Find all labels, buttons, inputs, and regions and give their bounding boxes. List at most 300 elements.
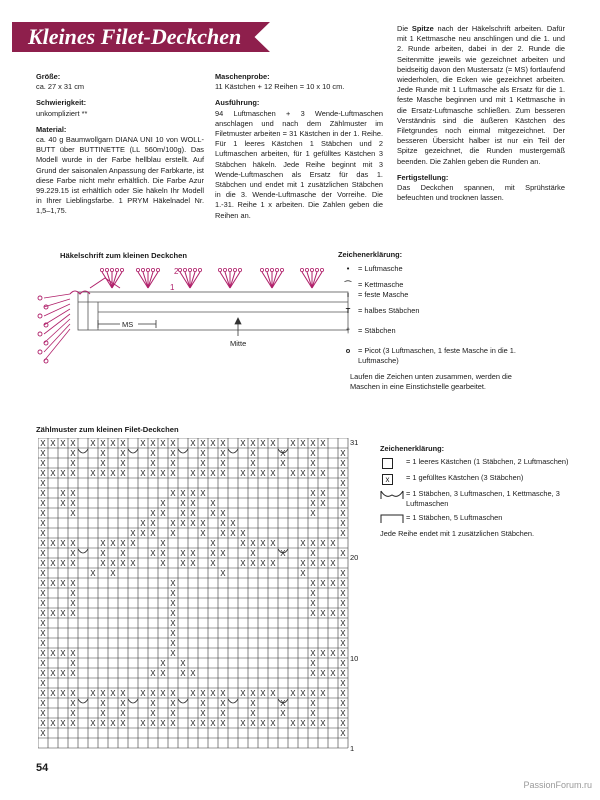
picot-mark xyxy=(156,268,159,271)
filled-cell: X xyxy=(200,469,206,478)
side-picot xyxy=(44,359,48,363)
filled-cell: X xyxy=(310,509,316,518)
filled-cell: X xyxy=(40,509,46,518)
picot-mark xyxy=(105,268,108,271)
size-label: Größe: xyxy=(36,72,61,81)
filled-cell: X xyxy=(220,719,226,728)
filled-cell: X xyxy=(50,439,56,448)
filled-cell: X xyxy=(140,519,146,528)
filled-cell: X xyxy=(40,709,46,718)
filled-cell: X xyxy=(50,539,56,548)
instructions-text: 94 Luftmaschen + 3 Wende-Luftmaschen anschlagen und nach dem Zählmuster im Filetmuster arbeiten = 31 Kästchen in der 1. Reihe. Für 1 leeres Kästchen 1 Stäbchen und 2 Luftmaschen arbeiten, für 1 gefülltes Kästchen 3 Stäbchen häkeln. Jede Reihe beginnt mit 3 Wende-Luftmaschen als Ersatz für das 1. Stäbchen und endet mit 1 zusätzlichen Stäbchen in die 3. Wende-Luftmasche der Vorreihe. Die 1.-31. Reihe 1 x arbeiten. Die Zahlen geben die Reihen an. xyxy=(215,108,383,220)
filled-cell: X xyxy=(330,609,336,618)
filled-cell: X xyxy=(160,719,166,728)
filled-cell: X xyxy=(70,459,76,468)
filled-cell: X xyxy=(220,549,226,558)
filled-cell: X xyxy=(70,669,76,678)
filled-cell: X xyxy=(170,439,176,448)
gauge-value: 11 Kästchen + 12 Reihen = 10 x 10 cm. xyxy=(215,82,345,92)
lacet-arc xyxy=(78,549,88,553)
filled-cell: X xyxy=(220,449,226,458)
filled-cell: X xyxy=(310,469,316,478)
filled-cell: X xyxy=(140,469,146,478)
filled-cell: X xyxy=(150,449,156,458)
page-title: Kleines Filet-Deckchen xyxy=(28,24,242,49)
filled-cell: X xyxy=(340,599,346,608)
filled-cell: X xyxy=(270,719,276,728)
filled-cell: X xyxy=(310,689,316,698)
picot-mark xyxy=(188,268,191,271)
filled-cell: X xyxy=(160,559,166,568)
legend2-row: x = 1 gefülltes Kästchen (3 Stäbchen) xyxy=(380,473,580,485)
center-label: Mitte xyxy=(230,339,247,348)
filled-cell: X xyxy=(170,639,176,648)
filled-cell: X xyxy=(200,449,206,458)
fan-stitch xyxy=(185,272,190,288)
filled-cell: X xyxy=(320,669,326,678)
picot-mark xyxy=(178,268,181,271)
filled-cell: X xyxy=(150,529,156,538)
filled-cell: X xyxy=(40,589,46,598)
filled-cell: X xyxy=(320,579,326,588)
filled-cell: X xyxy=(340,619,346,628)
picot-mark xyxy=(146,268,149,271)
filled-cell: X xyxy=(70,439,76,448)
legend2-note: Jede Reihe endet mit 1 zusätzlichen Stäbchen. xyxy=(380,529,535,538)
filled-cell: X xyxy=(240,559,246,568)
legend-row: o = Picot (3 Luftmaschen, 1 feste Masche in die 1. Luftmasche) xyxy=(338,346,538,366)
filled-cell: X xyxy=(50,559,56,568)
empty-square-icon xyxy=(382,458,393,469)
filled-cell: X xyxy=(190,469,196,478)
filled-cell: X xyxy=(340,649,346,658)
filled-cell: X xyxy=(50,669,56,678)
filled-cell: X xyxy=(110,569,116,578)
filled-cell: X xyxy=(320,539,326,548)
filled-cell: X xyxy=(110,539,116,548)
filled-cell: X xyxy=(340,699,346,708)
filled-cell: X xyxy=(300,719,306,728)
filled-cell: X xyxy=(340,589,346,598)
filled-cell: X xyxy=(180,489,186,498)
lacet-icon xyxy=(380,489,404,501)
round-2-label: 2 xyxy=(174,267,179,276)
filled-cell: X xyxy=(310,499,316,508)
picot-mark xyxy=(310,268,313,271)
filled-cell: X xyxy=(190,519,196,528)
page-number: 54 xyxy=(36,762,49,774)
legend2-row: = 1 Stäbchen, 3 Luftmaschen, 1 Kettmasche, 3 Luftmaschen xyxy=(380,489,580,509)
fan-stitch xyxy=(230,272,240,288)
filled-cell: X xyxy=(100,559,106,568)
filled-cell: X xyxy=(40,689,46,698)
filled-cell: X xyxy=(340,449,346,458)
filled-cell: X xyxy=(40,529,46,538)
filled-cell: X xyxy=(40,479,46,488)
filled-cell: X xyxy=(60,539,66,548)
filled-cell: X xyxy=(170,449,176,458)
filled-cell: X xyxy=(40,619,46,628)
crochet-chart xyxy=(30,258,350,388)
edging-pre: Die xyxy=(397,24,412,33)
filled-cell: X xyxy=(40,519,46,528)
filled-cell: X xyxy=(340,659,346,668)
filled-cell: X xyxy=(60,649,66,658)
picot-mark xyxy=(115,268,118,271)
filled-cell: X xyxy=(160,509,166,518)
filled-cell: X xyxy=(140,719,146,728)
filled-cell: X xyxy=(70,589,76,598)
filled-cell: X xyxy=(210,559,216,568)
filled-cell: X xyxy=(170,609,176,618)
filled-cell: X xyxy=(40,469,46,478)
filled-cell: X xyxy=(220,519,226,528)
filled-cell: X xyxy=(150,469,156,478)
size-value: ca. 27 x 31 cm xyxy=(36,82,85,92)
side-stitch xyxy=(44,294,70,298)
picot-mark xyxy=(151,268,154,271)
filled-cell: X xyxy=(240,719,246,728)
filled-cell: X xyxy=(40,499,46,508)
filled-cell: X xyxy=(40,579,46,588)
filled-cell: X xyxy=(300,439,306,448)
filled-cell: X xyxy=(160,669,166,678)
filled-cell: X xyxy=(210,499,216,508)
legend-row: † = Stäbchen xyxy=(338,326,538,336)
instructions-label: Ausführung: xyxy=(215,98,260,108)
fan-stitch xyxy=(138,272,148,288)
picot-mark xyxy=(183,268,186,271)
picot-mark xyxy=(280,268,283,271)
filled-cell: X xyxy=(190,559,196,568)
filled-cell: X xyxy=(150,719,156,728)
filled-cell: X xyxy=(70,689,76,698)
fan-stitch xyxy=(272,272,277,288)
side-stitch xyxy=(44,324,70,352)
row-label-1: 1 xyxy=(350,744,355,753)
filled-cell: X xyxy=(150,519,156,528)
filled-cell: X xyxy=(110,719,116,728)
filled-cell: X xyxy=(40,639,46,648)
legend-note: Laufen die Zeichen unten zusammen, werden die Maschen in eine Einstichstelle gearbeitet. xyxy=(350,372,512,391)
fan-stitch xyxy=(307,272,312,288)
filled-cell: X xyxy=(250,549,256,558)
filled-cell: X xyxy=(250,689,256,698)
filled-cell: X xyxy=(310,719,316,728)
filled-cell: X xyxy=(60,489,66,498)
filled-cell: X xyxy=(210,539,216,548)
filled-cell: X xyxy=(200,519,206,528)
filled-cell: X xyxy=(260,439,266,448)
difficulty-value: unkompliziert ** xyxy=(36,108,88,118)
filled-cell: X xyxy=(230,529,236,538)
filled-cell: X xyxy=(50,579,56,588)
lacet-arc xyxy=(78,449,88,453)
picot-mark xyxy=(141,268,144,271)
filled-cell: X xyxy=(190,549,196,558)
filled-cell: X xyxy=(100,689,106,698)
filled-cell: X xyxy=(170,469,176,478)
filled-cell: X xyxy=(50,469,56,478)
filled-cell: X xyxy=(160,499,166,508)
filled-cell: X xyxy=(210,719,216,728)
legend-title: Zeichenerklärung: xyxy=(338,250,403,259)
row-label-20: 20 xyxy=(350,553,359,562)
filled-cell: X xyxy=(220,699,226,708)
filled-cell: X xyxy=(270,469,276,478)
watermark: PassionForum.ru xyxy=(523,780,592,790)
filled-cell: X xyxy=(170,529,176,538)
row-label-31: 31 xyxy=(350,438,359,447)
lacet-arc xyxy=(228,449,238,453)
filled-cell: X xyxy=(190,499,196,508)
filled-cell: X xyxy=(320,489,326,498)
filled-cell: X xyxy=(60,499,66,508)
filled-cell: X xyxy=(340,519,346,528)
filled-cell: X xyxy=(120,439,126,448)
side-picot xyxy=(38,296,42,300)
legend-row: ⌒ = Kettmasche xyxy=(338,280,538,290)
filled-cell: X xyxy=(100,719,106,728)
filled-cell: X xyxy=(320,439,326,448)
picot-mark xyxy=(198,268,201,271)
filled-cell: X xyxy=(280,449,286,458)
filled-cell: X xyxy=(310,609,316,618)
fan-stitch xyxy=(148,272,153,288)
filled-cell: X xyxy=(120,699,126,708)
legend-row: • = Luftmasche xyxy=(338,264,538,274)
filled-cell: X xyxy=(100,459,106,468)
filled-cell: X xyxy=(210,689,216,698)
picot-mark xyxy=(275,268,278,271)
fan-stitch xyxy=(190,272,195,288)
filled-cell: X xyxy=(120,689,126,698)
lacet-arc xyxy=(178,699,188,703)
filet-chart-title: Zählmuster zum kleinen Filet-Deckchen xyxy=(36,425,179,434)
filled-cell: X xyxy=(250,699,256,708)
side-stitch xyxy=(44,329,70,361)
filled-cell: X xyxy=(340,569,346,578)
filled-cell: X xyxy=(160,469,166,478)
filled-cell: X xyxy=(310,489,316,498)
picot-mark xyxy=(270,268,273,271)
side-picot xyxy=(38,314,42,318)
filled-cell: X xyxy=(180,499,186,508)
filled-cell: X xyxy=(250,469,256,478)
filled-cell: X xyxy=(200,529,206,538)
side-picot xyxy=(38,332,42,336)
fan-stitch xyxy=(230,272,235,288)
difficulty-label: Schwierigkeit: xyxy=(36,98,87,108)
fan-stitch xyxy=(190,272,200,288)
filled-cell: X xyxy=(180,509,186,518)
picot-mark xyxy=(233,268,236,271)
picot-mark xyxy=(238,268,241,271)
filled-cell: X xyxy=(340,609,346,618)
lacet-arc xyxy=(178,449,188,453)
fan-stitch xyxy=(272,272,282,288)
filled-cell: X xyxy=(40,699,46,708)
filled-cell: X xyxy=(100,549,106,558)
filled-cell: X xyxy=(240,469,246,478)
filled-cell: X xyxy=(250,459,256,468)
filled-cell: X xyxy=(300,469,306,478)
filled-cell: X xyxy=(150,699,156,708)
filled-cell: X xyxy=(70,649,76,658)
filled-cell: X xyxy=(340,669,346,678)
filled-cell: X xyxy=(270,539,276,548)
lacet-arc xyxy=(128,699,138,703)
filled-cell: X xyxy=(180,669,186,678)
filled-cell: X xyxy=(250,719,256,728)
filled-cell: X xyxy=(40,489,46,498)
filled-cell: X xyxy=(40,629,46,638)
filled-cell: X xyxy=(70,699,76,708)
filled-cell: X xyxy=(110,439,116,448)
fan-stitch xyxy=(312,272,322,288)
filled-cell: X xyxy=(100,699,106,708)
filled-cell: X xyxy=(270,439,276,448)
filled-cell: X xyxy=(280,699,286,708)
fan-stitch xyxy=(102,272,112,288)
fan-stitch xyxy=(220,272,230,288)
filled-cell: X xyxy=(210,509,216,518)
filled-cell: X xyxy=(320,499,326,508)
filled-cell: X xyxy=(60,689,66,698)
filled-cell: X xyxy=(260,559,266,568)
filled-cell: X xyxy=(40,539,46,548)
filled-cell: X xyxy=(200,719,206,728)
filled-cell: X xyxy=(120,709,126,718)
filled-cell: X xyxy=(340,489,346,498)
filled-cell: X xyxy=(310,709,316,718)
filled-cell: X xyxy=(170,619,176,628)
filled-cell: X xyxy=(50,649,56,658)
picot-mark xyxy=(223,268,226,271)
filled-cell: X xyxy=(240,539,246,548)
filled-cell: X xyxy=(70,539,76,548)
filled-cell: X xyxy=(60,439,66,448)
filled-cell: X xyxy=(300,569,306,578)
material-text: ca. 40 g Baumwollgarn DIANA UNI 10 von WOLL-BUTT über BUTTINETTE (LL 560m/100g). Das Modell wurde in der Farbe hellblau erstellt. Auf Grund der saisonalen Anpassung der Farbkarte, ist diese Farbe nicht mehr erhältlich. Die Farbe Azur 99.229.15 ist erhältlich oder Sie häkeln Ihr Modell in Ihrer Lieblingsfarbe. 1 PRYM Häkelnadel Nr. 1,5–1,75. xyxy=(36,135,204,216)
filet-legend xyxy=(380,444,580,539)
filled-cell: X xyxy=(330,539,336,548)
filled-cell: X xyxy=(100,439,106,448)
filled-cell: X xyxy=(260,469,266,478)
filled-cell: X xyxy=(90,689,96,698)
filled-cell: X xyxy=(170,599,176,608)
filled-cell: X xyxy=(220,509,226,518)
ms-label: MS xyxy=(122,320,134,329)
filled-cell: X xyxy=(70,559,76,568)
picot-mark xyxy=(136,268,139,271)
filled-cell: X xyxy=(180,519,186,528)
filled-cell: X xyxy=(150,709,156,718)
picot-mark xyxy=(300,268,303,271)
filled-cell: X xyxy=(120,719,126,728)
finishing-label: Fertigstellung: xyxy=(397,172,449,182)
picot-icon: o xyxy=(345,346,351,355)
filled-cell: X xyxy=(120,549,126,558)
filled-cell: X xyxy=(200,699,206,708)
filled-cell: X xyxy=(310,559,316,568)
legend2-row: = 1 leeres Kästchen (1 Stäbchen, 2 Luftmaschen) xyxy=(380,457,580,469)
chain-icon: • xyxy=(346,264,350,273)
filet-grid xyxy=(38,438,350,758)
filled-cell: X xyxy=(100,449,106,458)
filled-cell: X xyxy=(330,669,336,678)
picot-mark xyxy=(218,268,221,271)
legend-row: ı = feste Masche xyxy=(338,290,538,300)
filled-cell: X xyxy=(290,439,296,448)
picot-mark xyxy=(260,268,263,271)
filled-cell: X xyxy=(260,689,266,698)
filled-cell: X xyxy=(180,549,186,558)
filled-cell: X xyxy=(70,499,76,508)
lacet-arc xyxy=(78,699,88,703)
filled-cell: X xyxy=(70,489,76,498)
filled-cell: X xyxy=(340,509,346,518)
edging-text: nach der Häkelschrift arbeiten. Dafür mit 1 Kettmasche neu anschlingen und die 1. und 2. Runde arbeiten, dabei in der 2. Runde die Seitenmitte jeweils wie gezeichnet arbeiten und beidseitig davon den Mustersatz (= MS) fortlaufend wiederholen, die Ecken wie gezeichnet arbeiten. Jede Runde mit 1 Luftmasche als Ersatz für die 1. feste Masche beginnen und mit 1 Kettmasche in die Ersatz-Luftmasche schließen. Zum besseren Verständnis sind die äußeren Kästchen des Filetgrundes noch einmal mitgezeichnet. Der besseren Übersicht halber ist nur ein Teil der Spitze gezeichnet, die Runden mustergemäß beenden. Die Zahlen geben die Runden an. xyxy=(397,24,565,166)
filled-cell: X xyxy=(200,459,206,468)
filled-cell: X xyxy=(50,719,56,728)
filled-cell: X xyxy=(340,499,346,508)
filled-cell: X xyxy=(190,669,196,678)
filled-square-icon: x xyxy=(382,474,393,485)
picot-mark xyxy=(100,268,103,271)
filled-cell: X xyxy=(210,439,216,448)
filled-cell: X xyxy=(100,709,106,718)
filled-cell: X xyxy=(120,469,126,478)
lacet-arc xyxy=(128,449,138,453)
filled-cell: X xyxy=(340,629,346,638)
filled-cell: X xyxy=(250,439,256,448)
fan-stitch xyxy=(143,272,148,288)
filled-cell: X xyxy=(120,559,126,568)
middle-column xyxy=(215,72,383,227)
legend2-row: = 1 Stäbchen, 5 Luftmaschen xyxy=(380,513,580,525)
picot-mark xyxy=(193,268,196,271)
filled-cell: X xyxy=(340,709,346,718)
row-label-10: 10 xyxy=(350,654,359,663)
filled-cell: X xyxy=(170,719,176,728)
filled-cell: X xyxy=(40,439,46,448)
filled-cell: X xyxy=(250,449,256,458)
filled-cell: X xyxy=(300,689,306,698)
filled-cell: X xyxy=(200,489,206,498)
filled-cell: X xyxy=(70,579,76,588)
filled-cell: X xyxy=(290,689,296,698)
filled-cell: X xyxy=(310,449,316,458)
round-1-label: 1 xyxy=(170,283,175,292)
fan-stitch xyxy=(267,272,272,288)
filled-cell: X xyxy=(220,689,226,698)
filled-cell: X xyxy=(200,709,206,718)
filled-cell: X xyxy=(340,529,346,538)
filled-cell: X xyxy=(150,439,156,448)
filled-cell: X xyxy=(40,569,46,578)
picot-mark xyxy=(110,268,113,271)
filled-cell: X xyxy=(220,469,226,478)
fan-stitch xyxy=(262,272,272,288)
filled-cell: X xyxy=(310,649,316,658)
filled-cell: X xyxy=(340,469,346,478)
filled-cell: X xyxy=(190,489,196,498)
filled-cell: X xyxy=(340,479,346,488)
filled-cell: X xyxy=(40,609,46,618)
filled-cell: X xyxy=(40,599,46,608)
filled-cell: X xyxy=(170,649,176,658)
